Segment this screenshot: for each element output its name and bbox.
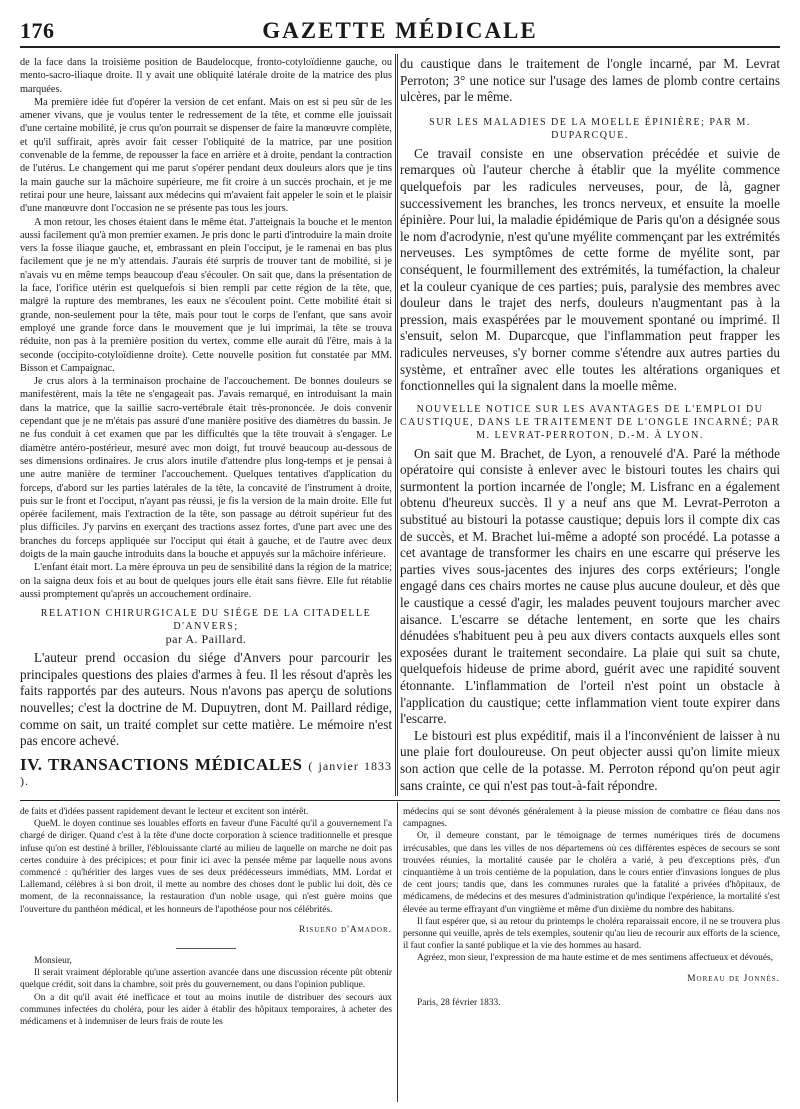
notice-title: NOUVELLE NOTICE SUR LES AVANTAGES DE L'EMPLOI DU CAUSTIQUE, DANS LE TRAITEMENT DE L'ONGLE INCARNÉ; PAR M. LEVRAT-PERROTON, D.-M. À LYON. [400,403,780,441]
bottom-right-paragraph-2: Or, il demeure constant, par le témoignage de termes numériques tirés de documens irrécusables, que dans les villes de nos départemens où ces différentes espèces de secours se sont trouvées réunies, la mortalité causée par le choléra a varié, à peu d'exceptions près, d'un cinquantième à un trois centième de la population, dans le cours entier d'invasions longues de plus de cent jours; tandis que, dans les communes rurales que la fatalité a privées d'hôpitaux, de médicamens, de médecins et des mesures d'administration qu'indique l'expérience, la mortalité s'est élevée au terme effrayant d'un vingtième et même d'un dixième du nombre des habitans. [403,831,780,915]
relation-title-text: RELATION CHIRURGICALE DU SIÉGE DE LA CITADELLE D'ANVERS; [40,608,372,633]
bottom-right-paragraph-4: Agréez, mon sieur, l'expression de ma haute estime et de mes sentimens affectueux et dévoués, [417,953,773,964]
page-header [20,18,780,48]
right-paragraph-3: On sait que M. Brachet, de Lyon, a renouvelé d'A. Paré la méthode opératoire qui consiste à enlever avec le bistouri toutes les chairs qui surmontent la portion incarnée de l'ongle; M. Lisfranc en a également obtenu d'heureux succès. Il y a neuf ans que M. Levrat-Perroton a substitué au bistouri la potasse caustique; depuis lors il compte dix cas de succès, et M. Brachet lui-même a adopté son procédé. La potasse a cet avantage de transformer les chairs en une escarre qui préserve les parties vives sous-jacentes des injures des corps extérieurs; l'ongle engagé dans ces chairs mortes ne cause plus aucune douleur, et dès que le caustique a cessé d'agir, les malades peuvent toujours marcher avec aisance. L'escarre se détache lentement, en sorte que les chairs dénudées s'habituent peu à peu aux divers contacts auxquels elles sont exposées durant le traitement secondaire. La plaie qui suit sa chute, quelquefois hideuse de prime abord, guérit avec une rapidité souvent étonnante. L'inflammation de l'orteil n'est point un obstacle à l'application du caustique; cette inflammation vient toute expirer dans l'escarre. [400,445,780,727]
right-paragraph-2: Ce travail consiste en une observation précédée et suivie de remarques où l'auteur cherche à établir que la myélite commence quelquefois par les radicules nerveuses, pour, de là, gagner successivement les branches, les troncs nerveux, et ensuite la moelle épinière. Pour lui, la maladie épidémique de Paris qu'on a désignée sous le nom d'acrodynie, n'est qu'une myélite commençant par les extrémités nerveuses. Les symptômes de cette forme de myélite sont, par conséquent, le fourmillement des extrémités, la tuméfaction, la chaleur et la couleur cyanique de ces parties; puis, paralysie des membres avec douleur dans le trajet des nerfs, douleurs n'augmentant pas à la pression, mais exaspérées par le mouvement spontané ou imprimé. Il s'ensuit, selon M. Duparcque, que l'inflammation peut frapper les radicules nerveuses, s'y borner comme s'étendre aux autres parties du système, et entraîner avec elle toutes les altérations organiques et fonctionnelles qui la signalent dans la moelle même. [400,145,780,394]
bottom-right-paragraph-1: médecins qui se sont dévonés généralement à la pieuse mission de combattre ce fléau dans nos campagnes. [403,807,780,830]
moelle-title: SUR LES MALADIES DE LA MOELLE ÉPINIÈRE; PAR M. DUPARCQUE. [429,116,751,141]
left-paragraph-6: L'auteur prend occasion du siége d'Anvers pour parcourir les principales questions des plaies d'armes à feu. Il les résout d'après les faits rapportés par des auteurs. Nous n'avons pas aperçu de solutions nouvelles; c'est la doctrine de M. Dupuytren, dont M. Paillard rédige, comme on sait, un traité complet sur cette matière. Le mémoire n'est pas encore achevé. [20,650,392,749]
bottom-left-paragraph-4: On a dit qu'il avait été inefficace et tout au moins inutile de distribuer des secours aux communes infectées du choléra, pour les aider à établir des hôpitaux temporaires, à acheter des médicamens et à indemniser de leurs frais de route les [20,992,392,1028]
left-paragraph-2: Ma première idée fut d'opérer la version de cet enfant. Mais on est si peu sûr de les amener vivans, que je voulus tenter le redressement de la tête, et comme elle jouissait d'une certaine mobilité, je crus qu'on pourrait se dispenser de faire la manœuvre complète, et qu'il suffirait, après avoir fait cesser l'obliquité de la matrice, par une position convenable de la femme, de repousser la face en arrière et à droite, pendant la contraction de l'utérus. Le changement qui me parut s'opérer pendant deux douleurs alors que je tins la main gauche sur la mâchoire supérieure, me fit croire à un succès prochain, et je me retirai pour une heure, laissant aux médecins qui m'avaient fait appeler le soin et le plaisir d'une manœuvre dont l'occasion ne se présente pas tous les jours. [20,96,392,215]
letter-place-date: Paris, 28 février 1833. [417,997,501,1008]
page-number: 176 [20,18,55,43]
jonnes-signature: Moreau de Jonnès. [687,973,780,984]
left-paragraph-3: A mon retour, les choses étaient dans le même état. J'atteignais la bouche et le menton aussi facilement qu'à mon premier examen. Je pris donc le parti d'introduire la main droite vers la fosse iliaque gauche, et, embrassant en plein l'occiput, je le ramenai en bas plus facilement que je ne m'y attendais. J'aurais été surpris de trouver tant de mobilité, si je n'avais vu en même temps beaucoup d'eau s'écouler. On sait que, dans la présentation de la face, l'orifice utérin est quelquefois si bien rempli par cette région de la tête, que, malgré la rupture des membranes, les eaux ne s'écoulent point. Cette mobilité était si grande, non-seulement pour la tête, mais pour tout le corps de l'enfant, que sans avoir employé une grande force dans le mouvement que je lui imprimai, la tête se trouva réduite, non pas à la première position du vertex, comme elle aurait dû l'être, mais à la seconde (occipito-cotyloïdienne droite). Cette nouvelle position fut constatée par MM. Bisson et Campaignac. [20,216,392,374]
right-paragraph-1: du caustique dans le traitement de l'ongle incarné, par M. Levrat Perroton; 3° une notice sur l'usage des lames de plomb contre certains ulcères, par le même. [400,56,780,105]
left-paragraph-5: L'enfant était mort. La mère éprouva un peu de sensibilité dans la région de la matrice; on la saigna deux fois et au bout de quelques jours elle était sans fièvre. Elle fut rétablie aussi promptement qu'après un accouchement ordinaire. [20,562,392,600]
section-rule [20,800,780,801]
masthead: GAZETTE MÉDICALE [262,18,538,43]
section-heading [20,754,392,789]
relation-author: par A. Paillard. [165,632,247,647]
bottom-left-column [20,806,392,1102]
section-heading-date: ( janvier 1833 ). [20,758,392,789]
bottom-left-paragraph-2: QueM. le doyen continue ses louables efforts en faveur d'une Faculté qu'il a gouvernement l'a chargé de diriger. Quand c'est à la tête d'une docte corporation à science traditionnelle et presque infuse qu'on est destiné à briller, l'éblouissante clarté au milieu de laquelle on marche ne doit pas certes conduire à des précipices; et pour finir ici avec la pensée même par laquelle nous avons commencé : qu'héritier des larges vues de ses deux prédécesseurs immédiats, MM. Lordat et Lallemand, célèbres à si bon droit, il mette au nombre des choses dont le public lui doit, dès ce moment, de la reconnaissance, la restauration d'un noble usage, qui n'est guère moins que l'ouverture du panthéon médical, et les honneurs de l'apothéose pour nos célébrités. [20,819,392,915]
left-paragraph-1: de la face dans la troisième position de Baudelocque, fronto-cotyloïdienne gauche, ou mento-sacro-iliaque droite. Il y avait une obliquité latérale droite de la matrice des plus marquées. [20,57,392,95]
left-paragraph-4: Je crus alors à la terminaison prochaine de l'accouchement. De bonnes douleurs se manifestèrent, mais la tête ne s'engageait pas. J'avais remarqué, en introduisant la main dans la matrice, que la saillie sacro-vertébrale était très-prononcée. Je dois convenir cependant que je ne m'étais pas assuré d'une manière positive des diamètres du bassin. Je ne fus conduit à cet examen que par les difficultés que la tête trouvait à s'engager. Le diamètre antéro-postérieur, mesuré avec mon doigt, fut trouvé beaucoup au-dessous de ses dimensions ordinaires. Je crus alors inutile d'attendre plus long-temps et je pensai à une autre manière de terminer l'accouchement. Quelques tentatives d'application du forceps, d'abord sur les parties latérales de la tête, la concavité de l'instrument à droite, puis sur le front et l'occiput, n'ayant pas réussi, je fis la version de la main droite. Elle fut opérée facilement, mais l'extraction de la tête, son passage au détroit supérieur fut des plus difficiles. J'y parvins en exerçant des tractions assez fortes, d'une part avec une des branches du forceps appliquée sur l'occiput qui était à gauche, et de l'autre avec deux doigts de la main gauche introduits dans la bouche et appuyés sur la mâchoire inférieure. [20,376,392,560]
bottom-right-column [403,806,780,1102]
bottom-column-divider [397,802,398,1102]
section-heading-text: IV. TRANSACTIONS MÉDICALES [20,754,303,774]
bottom-left-paragraph-3: Il serait vraiment déplorable qu'une assertion avancée dans une discussion récente pût obtenir quelque crédit, soit dans la chambre, soit près du gouvernement, ou dans l'opinion publique. [20,968,392,991]
bottom-right-paragraph-3: Il faut espérer que, si au retour du printemps le choléra reparaissait encore, il ne se trouvera plus personne qui veuille, après de tels exemples, soutenir qu'au lieu de recourir aux efforts de la science, il faut confier la santé publique et la vie des hommes au hasard. [403,916,780,952]
relation-title [20,607,392,646]
right-paragraph-5 [400,794,780,796]
bottom-left-paragraph-1: de faits et d'idées passent rapidement devant le lecteur et excitent son intérêt. [20,807,309,817]
left-column [20,56,392,796]
left-paragraph-7 [20,794,392,796]
right-column [400,56,780,796]
right-paragraph-4: Le bistouri est plus expéditif, mais il a l'inconvénient de laisser à nu une plaie fort douloureuse. On peut objecter aussi qu'on limite mieux son action que celle de la potasse. M. Perroton répond qu'on peut agir sans crainte, ce qui n'est pas tout-à-fait répondre. [400,727,780,793]
amador-signature: Risueño d'Amador. [298,924,392,935]
column-divider [395,54,398,796]
separator-rule [176,948,236,949]
letter-salutation: Monsieur, [34,956,72,967]
